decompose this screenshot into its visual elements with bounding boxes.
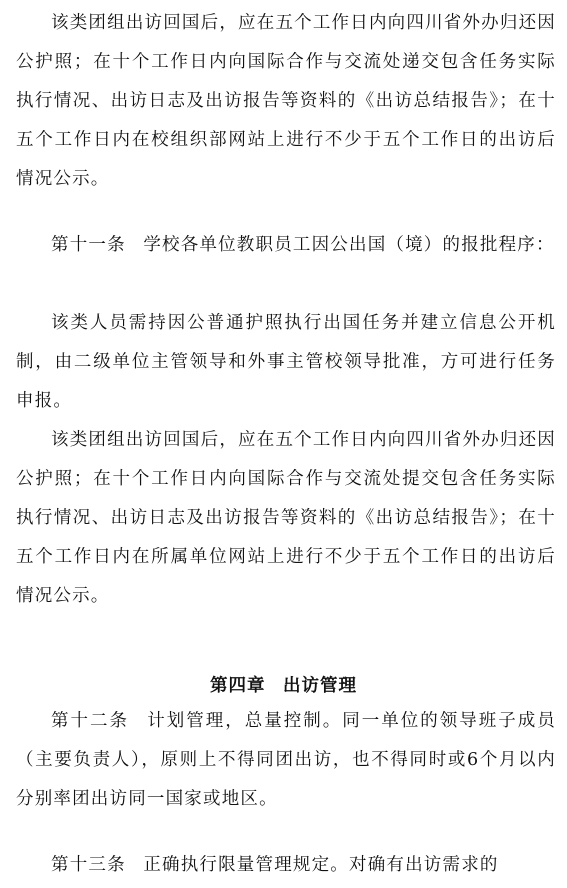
paragraph-ordinary-passport — [16, 304, 556, 421]
paragraph-text: 该类人员需持因公普通护照执行出国任务并建立信息公开机制，由二级单位主管领导和外事主管校领导批准，方可进行任务申报。 — [16, 313, 556, 411]
chapter-title: 出访管理 — [283, 676, 357, 696]
article-text: 计划管理，总量控制。同一单位的领导班子成员（主要负责人），原则上不得同团出访，也不得同时或6个月以内分别率团出访同一国家或地区。 — [16, 711, 556, 809]
article-text: 正确执行限量管理规定。对确有出访需求的 — [143, 855, 499, 875]
paragraph-text: 该类团组出访回国后，应在五个工作日内向四川省外办归还因公护照；在十个工作日内向国际合作与交流处提交包含任务实际执行情况、出访日志及出访报告等资料的《出访总结报告》；在十五个工作日内在所属单位网站上进行不少于五个工作日的出访后情况公示。 — [16, 430, 556, 606]
chapter-heading — [0, 671, 567, 701]
article-11 — [16, 226, 556, 265]
article-12 — [16, 702, 556, 819]
article-13 — [16, 846, 556, 885]
chapter-number: 第四章 — [210, 676, 266, 696]
article-number: 第十二条 — [51, 711, 129, 731]
article-number: 第十三条 — [51, 855, 126, 875]
paragraph-return-passport-unit — [16, 421, 556, 616]
article-number: 第十一条 — [51, 235, 126, 255]
article-text: 学校各单位教职员工因公出国（境）的报批程序： — [143, 235, 555, 255]
paragraph-text: 该类团组出访回国后，应在五个工作日内向四川省外办归还因公护照；在十个工作日内向国际合作与交流处递交包含任务实际执行情况、出访日志及出访报告等资料的《出访总结报告》；在十五个工作日内在校组织部网站上进行不少于五个工作日的出访后情况公示。 — [16, 13, 556, 189]
paragraph-return-passport-school — [16, 4, 556, 199]
